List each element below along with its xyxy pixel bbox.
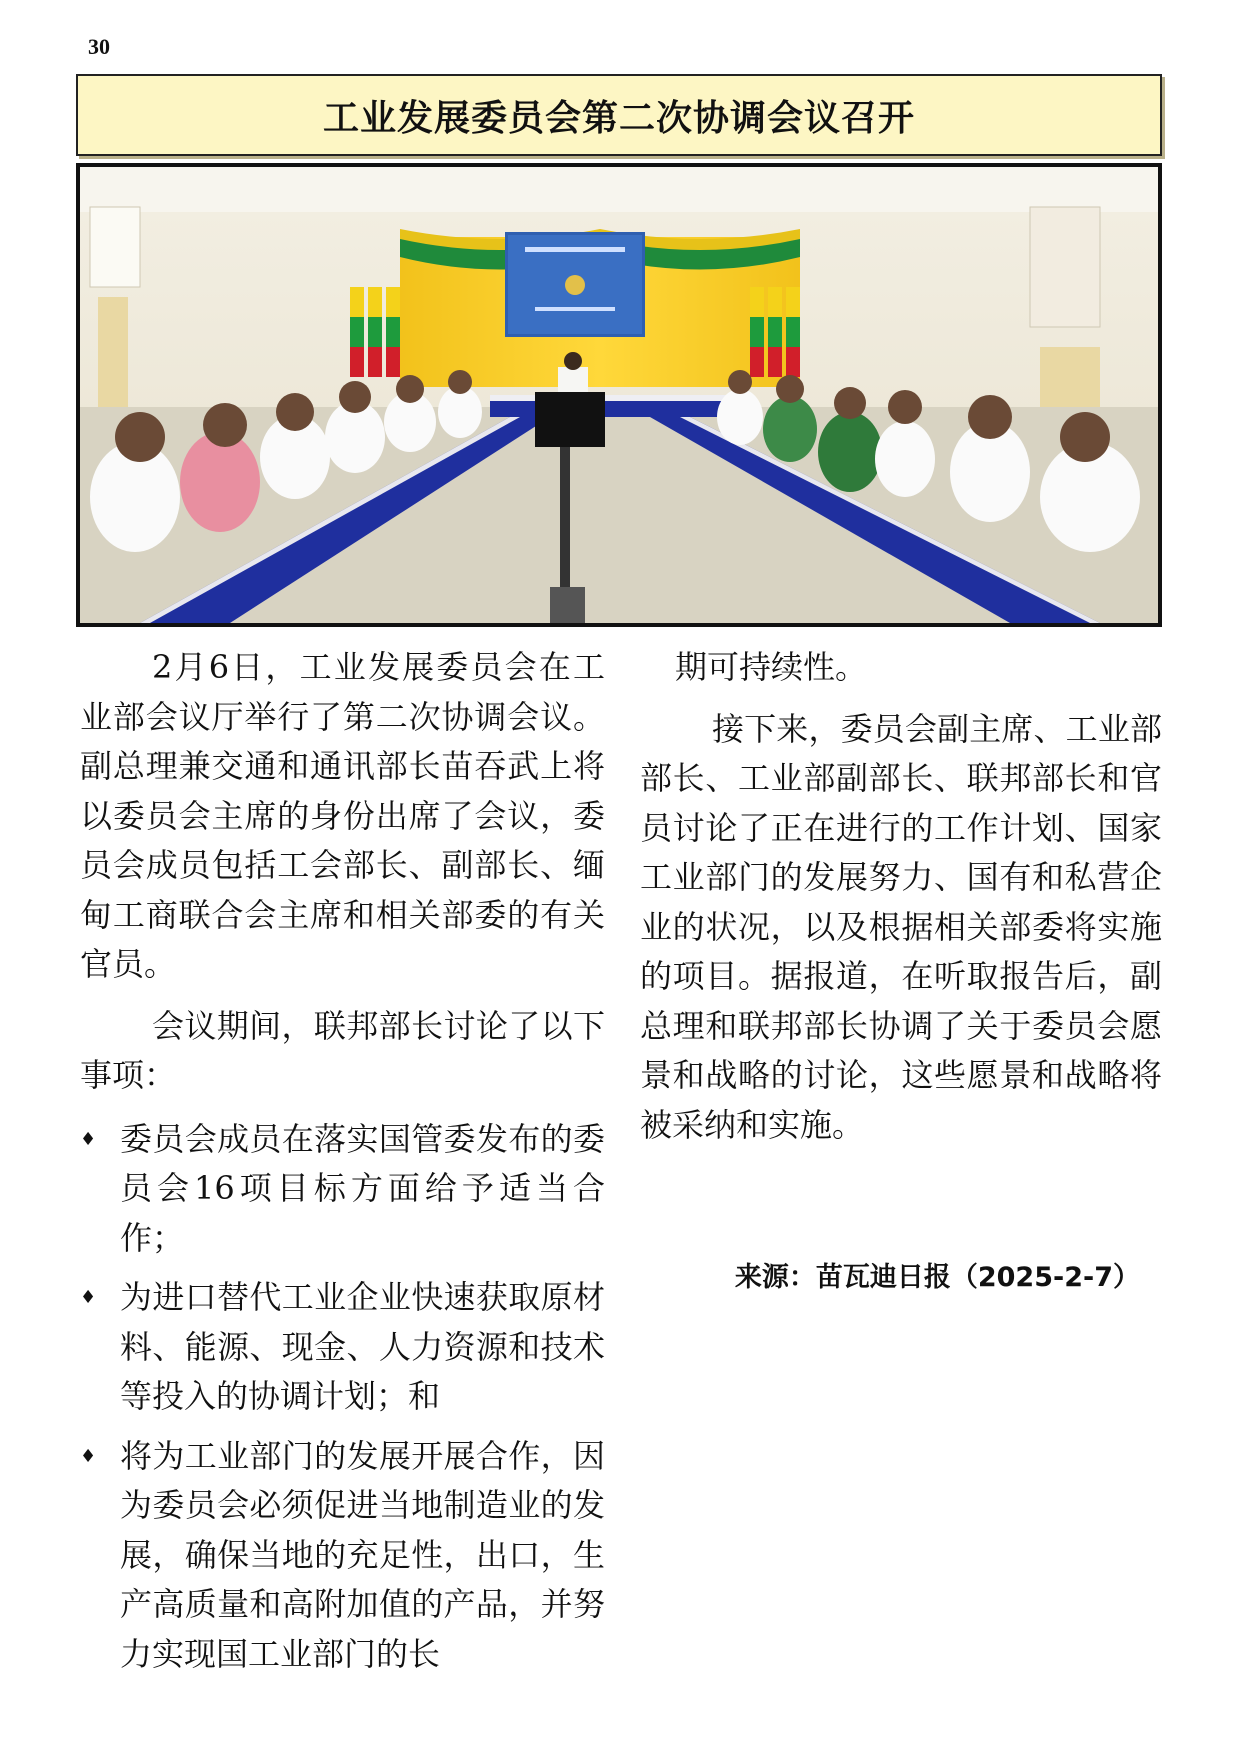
title-banner	[76, 74, 1162, 156]
bullet-text: 为进口替代工业企业快速获取原材料、能源、现金、人力资源和技术等投入的协调计划；和	[120, 1278, 605, 1415]
paragraph-1: 2月6日，工业发展委员会在工业部会议厅举行了第二次协调会议。副总理兼交通和通讯部长苗吞武上将以委员会主席的身份出席了会议，委员会成员包括工会部长、副部长、缅甸工商联合会主席和相关部委的有关官员。	[80, 648, 605, 983]
diamond-bullet-icon: ♦	[80, 1445, 97, 1467]
list-item	[80, 1273, 605, 1422]
bullet-text: 将为工业部门的发展开展合作，因为委员会必须促进当地制造业的发展，确保当地的充足性，出口，生产高质量和高附加值的产品，并努力实现国工业部门的长	[120, 1436, 605, 1673]
article-title: 工业发展委员会第二次协调会议召开	[322, 97, 915, 139]
bullet-text: 委员会成员在落实国管委发布的委员会16项目标方面给予适当合作；	[120, 1119, 605, 1257]
diamond-bullet-icon: ♦	[80, 1287, 97, 1308]
source-credit: 来源：苗瓦迪日报（2025-2-7）	[734, 1262, 1140, 1293]
left-column	[80, 643, 605, 1689]
page-number: 30	[88, 34, 110, 59]
meeting-photo	[76, 163, 1162, 627]
bullet-continuation: 期可持续性。	[675, 648, 868, 686]
right-column	[640, 643, 1162, 1150]
paragraph-2: 会议期间，联邦部长讨论了以下事项：	[80, 1006, 605, 1094]
paragraph-3: 接下来，委员会副主席、工业部部长、工业部副部长、联邦部长和官员讨论了正在进行的工作计划、国家工业部门的发展努力、国有和私营企业的状况，以及根据相关部委将实施的项目。据报道，在听取报告后，副总理和联邦部长协调了关于委员会愿景和战略的讨论，这些愿景和战略将被采纳和实施。	[640, 709, 1162, 1144]
list-item	[80, 1432, 605, 1680]
diamond-bullet-icon: ♦	[80, 1128, 97, 1150]
list-item	[80, 1115, 605, 1264]
bullet-list	[80, 1115, 605, 1680]
